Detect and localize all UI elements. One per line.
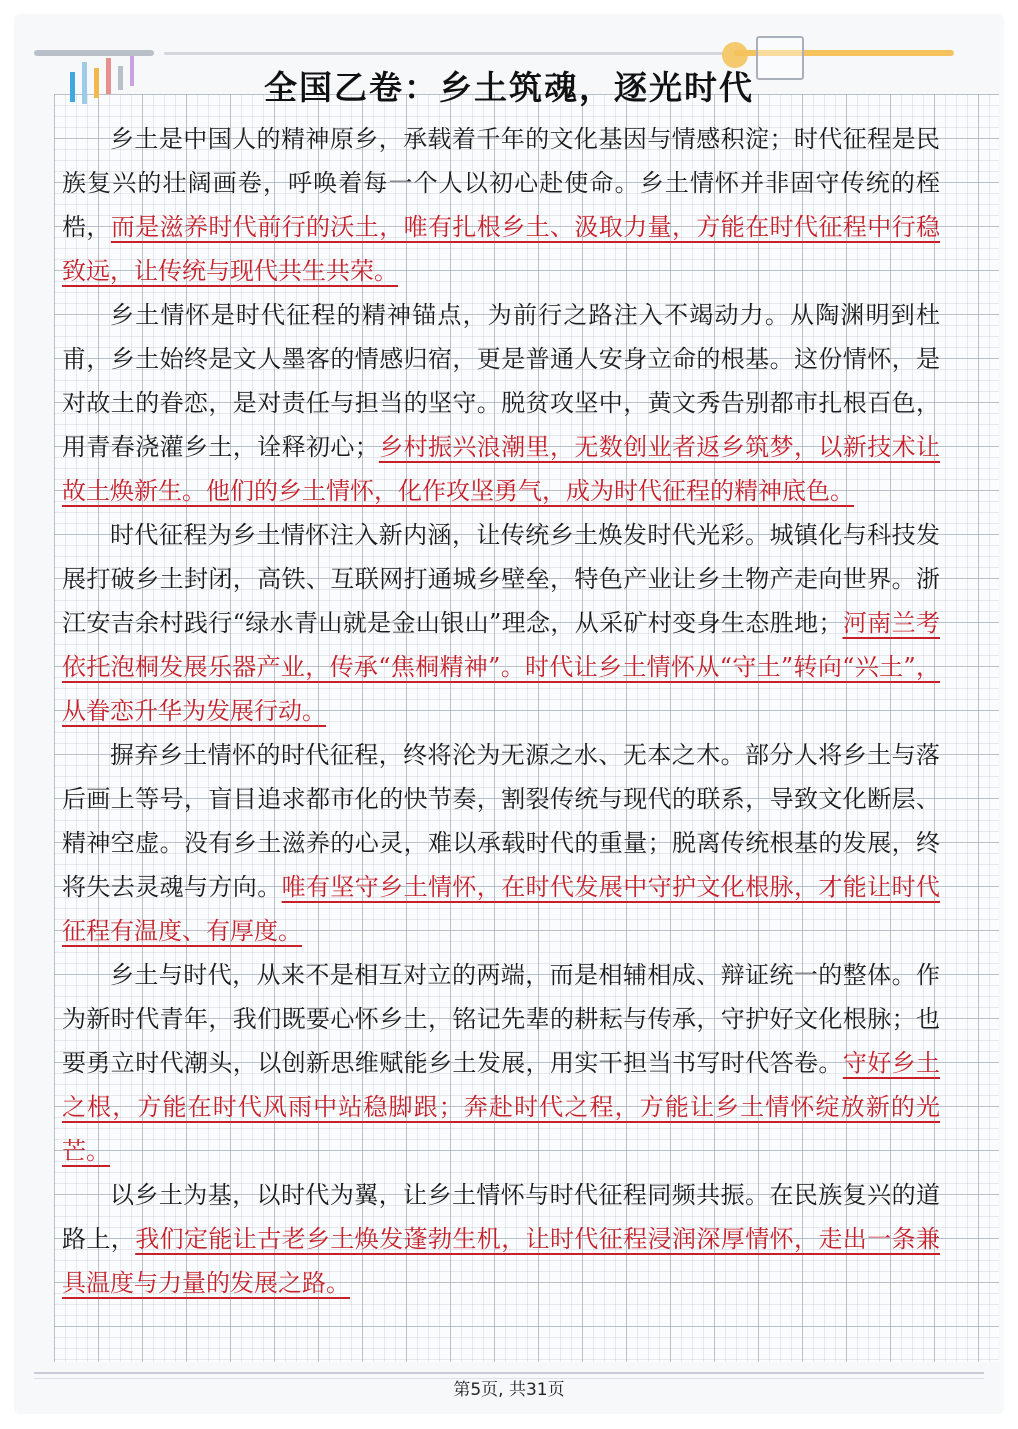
paragraph-text: 时代征程为乡土情怀注入新内涵，让传统乡土焕发时代光彩。城镇化与科技发展打破乡土封闭，高铁、互联网打通城乡壁垒，特色产业让乡土物产走向世界。浙江安吉余村践行“绿水青山就是金山银山”理念，从采矿村变身生态胜地； [62, 521, 940, 637]
paragraph-text: 乡土情怀是时代征程的精神锚点，为前行之路注入不竭动力。从陶渊明到杜甫，乡土始终是文人墨客的情感归宿，更是普通人安身立命的根基。这份情怀，是对故土的眷恋，是对责任与担当的坚守。脱贫攻坚中，黄文秀告别都市扎根百色，用青春浇灌乡土，诠释初心； [62, 301, 940, 461]
page-title: 全国乙卷：乡土筑魂，逐光时代 [264, 68, 754, 107]
paragraph-text: 乡土与时代，从来不是相互对立的两端，而是相辅相成、辩证统一的整体。作为新时代青年，我们既要心怀乡土，铭记先辈的耕耘与传承，守护好文化根脉；也要勇立时代潮头，以创新思维赋能乡土发展，用实干担当书写时代答卷。 [62, 961, 940, 1077]
highlighted-text: 河南兰考依托泡桐发展乐器产业，传承“焦桐精神”。时代让乡土情怀从“守土”转向“兴土”，从眷恋升华为发展行动。 [62, 609, 940, 725]
paragraph [62, 733, 940, 953]
highlighted-text: 唯有坚守乡土情怀，在时代发展中守护文化根脉，才能让时代征程有温度、有厚度。 [62, 873, 941, 945]
highlighted-text: 而是滋养时代前行的沃土，唯有扎根乡土、汲取力量，方能在时代征程中行稳致远，让传统与现代共生共荣。 [62, 213, 941, 285]
paragraph-text: 乡土是中国人的精神原乡，承载着千年的文化基因与情感积淀；时代征程是民族复兴的壮阔画卷，呼唤着每一个人以初心赴使命。乡土情怀并非固守传统的桎梏， [62, 125, 940, 241]
highlighted-text: 乡村振兴浪潮里，无数创业者返乡筑梦，以新技术让故土焕新生。他们的乡土情怀，化作攻坚勇气，成为时代征程的精神底色。 [62, 433, 941, 505]
page-footer [0, 1375, 1018, 1400]
highlighted-text: 守好乡土之根，方能在时代风雨中站稳脚跟；奔赴时代之程，方能让乡土情怀绽放新的光芒。 [62, 1049, 941, 1165]
page-number: 第5页, 共31页 [445, 1380, 572, 1400]
paragraph [62, 513, 940, 733]
paragraph [62, 1173, 940, 1305]
footer-divider [34, 1372, 984, 1374]
paragraph-text: 摒弃乡土情怀的时代征程，终将沦为无源之水、无本之木。部分人将乡土与落后画上等号，盲目追求都市化的快节奏，割裂传统与现代的联系，导致文化断层、精神空虚。没有乡土滋养的心灵，难以承载时代的重量；脱离传统根基的发展，终将失去灵魂与方向。 [62, 741, 940, 901]
essay-body [62, 117, 940, 1305]
paragraph-text: 以乡土为基，以时代为翼，让乡土情怀与时代征程同频共振。在民族复兴的道路上， [62, 1181, 940, 1253]
decorative-bar-middle [164, 52, 724, 55]
highlighted-text: 我们定能让古老乡土焕发蓬勃生机，让时代征程浸润深厚情怀，走出一条兼具温度与力量的发展之路。 [62, 1225, 941, 1297]
paragraph [62, 953, 940, 1173]
paragraph [62, 293, 940, 513]
paragraph [62, 117, 940, 293]
